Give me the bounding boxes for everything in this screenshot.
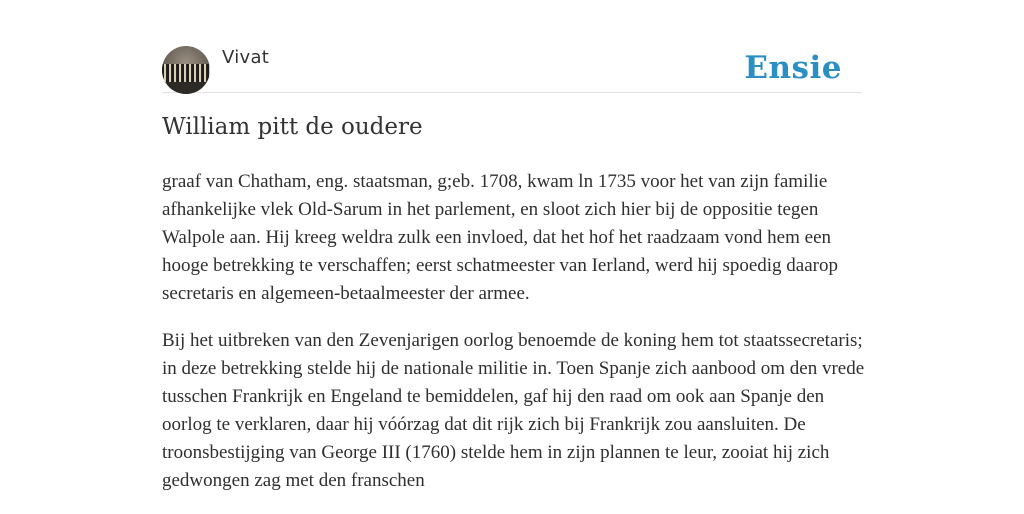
header (162, 46, 862, 93)
shelf-image (162, 82, 210, 94)
page-title: William pitt de oudere (162, 114, 423, 140)
bookshelf-image (162, 64, 210, 82)
article-paragraph: graaf van Chatham, eng. staatsman, g;eb. 1708, kwam ln 1735 voor het van zijn familie afhankelijke vlek Old-Sarum in het parlement, en sloot zich hier bij de oppositie tegen Walpole aan. Hij kreeg weldra zulk een invloed, dat het hof het raadzaam vond hem een hooge betrekking te verschaffen; eerst schatmeester van Ierland, werd hij spoedig daarop secretaris en algemeen-betaalmeester der armee. (162, 171, 838, 304)
article-page (162, 0, 865, 512)
brand-logo[interactable]: Ensie (744, 50, 842, 86)
author-avatar[interactable] (162, 46, 210, 94)
article-paragraph: Bij het uitbreken van den Zevenjarigen oorlog benoemde de koning hem tot staatssecretaris; in deze betrekking stelde hij de nationale militie in. Toen Spanje zich aanbood om den vrede tusschen Frankrijk en Engeland te bemiddelen, gaf hij den raad om ook aan Spanje den oorlog te verklaren, daar hij vóórzag dat dit rijk zich bij Frankrijk zou aansluiten. De troonsbestijging van George III (1760) stelde hem in zijn plannen te leur, zooiat hij zich gedwongen zag met den franschen (162, 330, 865, 491)
author-name[interactable]: Vivat (222, 47, 270, 68)
article-body (162, 168, 870, 514)
